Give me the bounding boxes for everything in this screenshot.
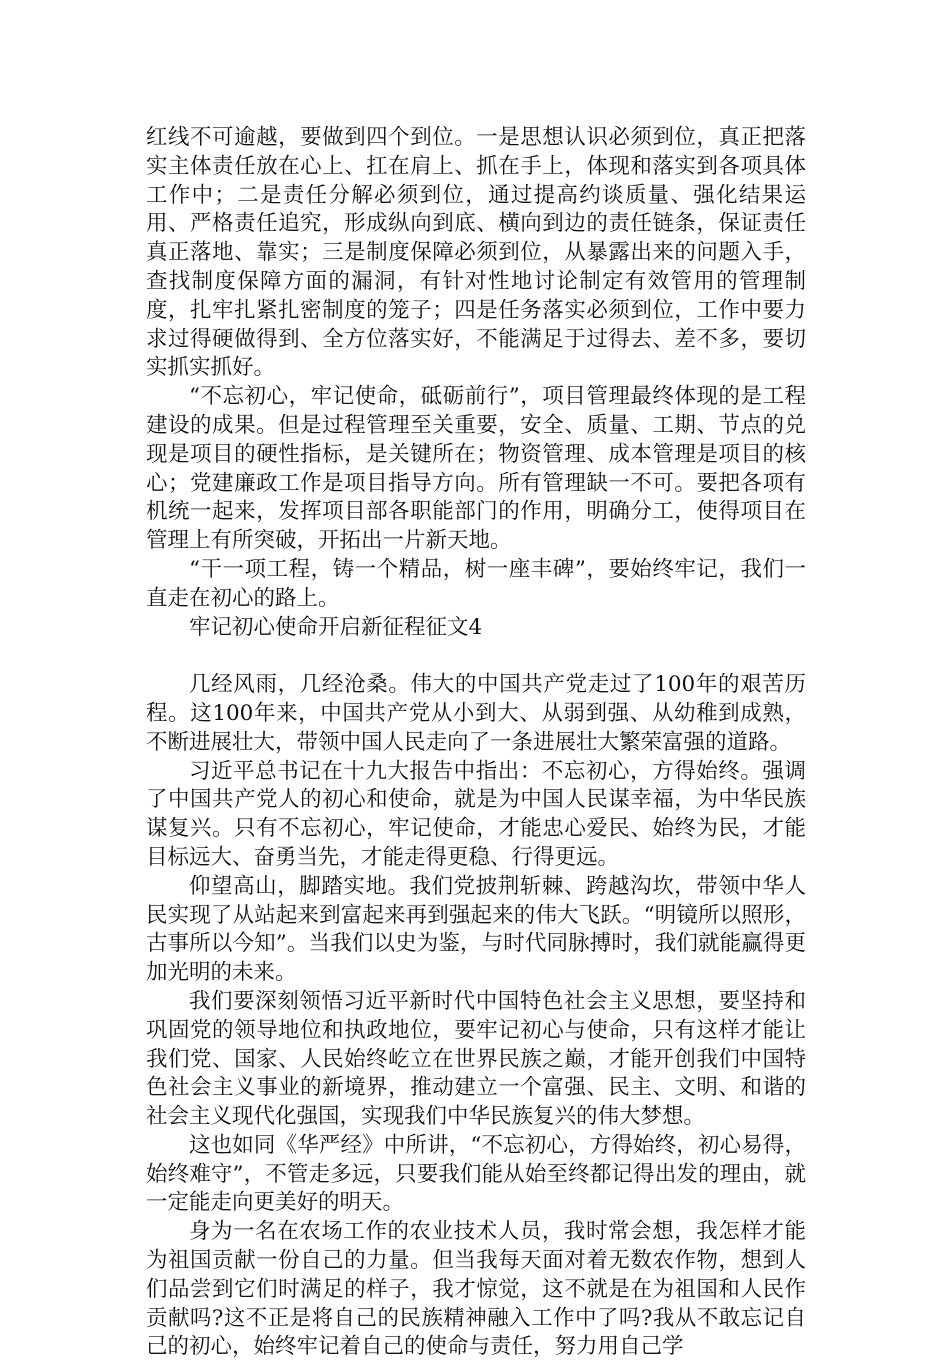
paragraph: 几经风雨，几经沧桑。伟大的中国共产党走过了100年的艰苦历程。这100年来，中国共产党从小到大、从弱到强、从幼稚到成熟，不断进展壮大，带领中国人民走向了一条进展壮大繁荣富强的道路。 [146, 672, 806, 755]
paragraph: 仰望高山，脚踏实地。我们党披荆斩棘、跨越沟坎，带领中华人民实现了从站起来到富起来再到强起来的伟大飞跃。“明镜所以照形，古事所以今知”。当我们以史为鉴，与时代同脉搏时，我们就能赢得更加光明的未来。 [146, 873, 806, 986]
document-body [146, 124, 806, 1362]
paragraph: “不忘初心，牢记使命，砥砺前行”，项目管理最终体现的是工程建设的成果。但是过程管理至关重要，安全、质量、工期、节点的兑现是项目的硬性指标，是关键所在；物资管理、成本管理是项目的核心；党建廉政工作是项目指导方向。所有管理缺一不可。要把各项有机统一起来，发挥项目部各职能部门的作用，明确分工，使得项目在管理上有所突破，开拓出一片新天地。 [146, 384, 806, 554]
paragraph: 习近平总书记在十九大报告中指出：不忘初心，方得始终。强调了中国共产党人的初心和使命，就是为中国人民谋幸福，为中华民族谋复兴。只有不忘初心，牢记使命，才能忠心爱民、始终为民，才能目标远大、奋勇当先，才能走得更稳、行得更远。 [146, 758, 806, 870]
paragraph: 我们要深刻领悟习近平新时代中国特色社会主义思想，要坚持和巩固党的领导地位和执政地位，要牢记初心与使命，只有这样才能让我们党、国家、人民始终屹立在世界民族之巅，才能开创我们中国特色社会主义事业的新境界，推动建立一个富强、民主、文明、和谐的社会主义现代化强国，实现我们中华民族复兴的伟大梦想。 [146, 988, 806, 1130]
paragraph: 身为一名在农场工作的农业技术人员，我时常会想，我怎样才能为祖国贡献一份自己的力量。但当我每天面对着无数农作物，想到人们品尝到它们时满足的样子，我才惊觉，这不就是在为祖国和人民作贡献吗?这不正是将自己的民族精神融入工作中了吗?我从不敢忘记自己的初心，始终牢记着自己的使命与责任，努力用自己学 [146, 1219, 806, 1360]
section-heading: 牢记初心使命开启新征程征文4 [189, 614, 483, 640]
paragraph: “干一项工程，铸一个精品，树一座丰碑”，要始终牢记，我们一直走在初心的路上。 [146, 556, 806, 611]
paragraph-continuation: 红线不可逾越，要做到四个到位。一是思想认识必须到位，真正把落实主体责任放在心上、扛在肩上、抓在手上，体现和落实到各项具体工作中；二是责任分解必须到位，通过提高约谈质量、强化结果运用、严格责任追究，形成纵向到底、横向到边的责任链条，保证责任真正落地、靠实；三是制度保障必须到位，从暴露出来的问题入手，查找制度保障方面的漏洞，有针对性地讨论制定有效管用的管理制度，扎牢扎紧扎密制度的笼子；四是任务落实必须到位，工作中要力求过得硬做得到、全方位落实好，不能满足于过得去、差不多，要切实抓实抓好。 [146, 125, 806, 381]
blank-line [146, 642, 806, 671]
paragraph: 这也如同《华严经》中所讲，“不忘初心，方得始终，初心易得，始终难守”，不管走多远，只要我们能从始至终都记得出发的理由，就一定能走向更美好的明天。 [146, 1132, 806, 1216]
